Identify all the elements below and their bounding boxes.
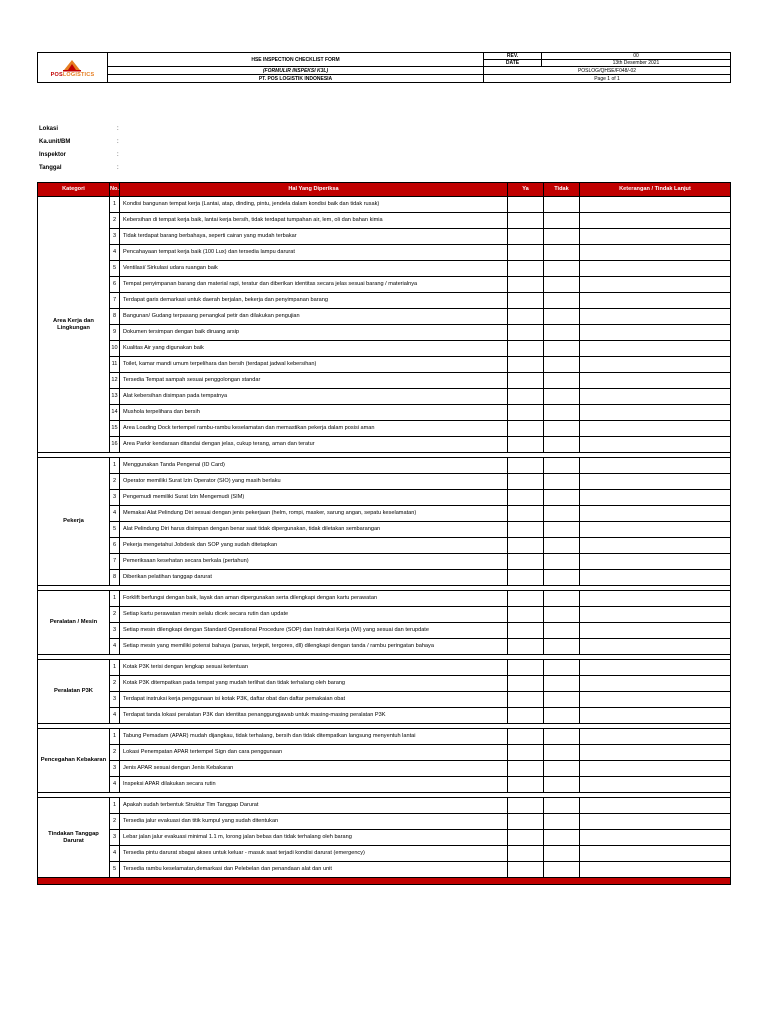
keterangan-cell[interactable] (580, 325, 731, 341)
tidak-check-cell[interactable] (544, 570, 580, 586)
item-number: 2 (110, 213, 120, 229)
ya-check-cell[interactable] (508, 814, 544, 830)
keterangan-cell[interactable] (580, 814, 731, 830)
item-text: Setiap mesin dilengkapi dengan Standard Operational Procedure (SOP) dan Instruksi Kerja (WI) yang sesuai dan terupdate (120, 623, 508, 639)
table-row (38, 570, 731, 586)
keterangan-cell[interactable] (580, 522, 731, 538)
item-text: Tersedia jalur evakuasi dan titik kumpul yang sudah ditentukan (120, 814, 508, 830)
keterangan-cell[interactable] (580, 213, 731, 229)
keterangan-cell[interactable] (580, 639, 731, 655)
category-cell: Pencegahan Kebakaran (38, 729, 110, 793)
category-cell: Pekerja (38, 458, 110, 586)
tidak-check-cell[interactable] (544, 522, 580, 538)
tidak-check-cell[interactable] (544, 229, 580, 245)
tanggal-label: Tanggal (39, 165, 62, 171)
keterangan-cell[interactable] (580, 554, 731, 570)
table-row (38, 197, 731, 213)
rev-label: REV. (484, 53, 542, 60)
keterangan-cell[interactable] (580, 245, 731, 261)
ya-check-cell[interactable] (508, 229, 544, 245)
item-text: Kebersihan di tempat kerja baik, lantai kerja bersih, tidak terdapat tumpahan air, lem, oli dan bahan kimia (120, 213, 508, 229)
col-ya: Ya (508, 183, 544, 197)
item-text: Diberikan pelatihan tanggap darurat (120, 570, 508, 586)
item-number: 4 (110, 846, 120, 862)
item-text: Kondisi bangunan tempat kerja (Lantai, atap, dinding, pintu, jendela dalam kondisi baik dan tidak rusak) (120, 197, 508, 213)
table-row (38, 277, 731, 293)
ya-check-cell[interactable] (508, 437, 544, 453)
keterangan-cell[interactable] (580, 570, 731, 586)
tidak-check-cell[interactable] (544, 761, 580, 777)
table-footer-bar (38, 878, 731, 885)
item-text: Kotak P3K ditempatkan pada tempat yang mudah terlihat dan tidak terhalang oleh barang (120, 676, 508, 692)
ya-check-cell[interactable] (508, 745, 544, 761)
item-number: 4 (110, 245, 120, 261)
item-number: 2 (110, 607, 120, 623)
table-row (38, 309, 731, 325)
item-number: 16 (110, 437, 120, 453)
checklist-table (37, 182, 731, 885)
item-text: Tersedia pintu darurat sbagai akses untuk keluar - masuk saat terjadi kondisi darurat (emergency) (120, 846, 508, 862)
table-row (38, 229, 731, 245)
table-row (38, 554, 731, 570)
tidak-check-cell[interactable] (544, 341, 580, 357)
keterangan-cell[interactable] (580, 405, 731, 421)
table-body (38, 197, 731, 885)
ya-check-cell[interactable] (508, 325, 544, 341)
tidak-check-cell[interactable] (544, 458, 580, 474)
keterangan-cell[interactable] (580, 458, 731, 474)
company-name: PT. POS LOGISTIK INDONESIA (108, 75, 484, 83)
ya-check-cell[interactable] (508, 639, 544, 655)
keterangan-cell[interactable] (580, 623, 731, 639)
ya-check-cell[interactable] (508, 591, 544, 607)
table-row (38, 761, 731, 777)
item-number: 11 (110, 357, 120, 373)
item-number: 3 (110, 761, 120, 777)
item-text: Pekerja mengetahui Jobdesk dan SOP yang sudah ditetapkan (120, 538, 508, 554)
pos-logo-icon (62, 58, 82, 72)
item-number: 10 (110, 341, 120, 357)
keterangan-cell[interactable] (580, 277, 731, 293)
keterangan-cell[interactable] (580, 729, 731, 745)
item-text: Pengemudi memiliki Surat Izin Mengemudi (SIM) (120, 490, 508, 506)
item-text: Terdapat tanda lokasi peralatan P3K dan identitas penanggungjawab untuk masing-masing peralatan P3K (120, 708, 508, 724)
footer-bar-cell (38, 878, 731, 885)
col-keterangan: Keterangan / Tindak Lanjut (580, 183, 731, 197)
table-row (38, 245, 731, 261)
tidak-check-cell[interactable] (544, 798, 580, 814)
ya-check-cell[interactable] (508, 676, 544, 692)
keterangan-cell[interactable] (580, 761, 731, 777)
item-number: 6 (110, 538, 120, 554)
ya-check-cell[interactable] (508, 623, 544, 639)
tidak-check-cell[interactable] (544, 389, 580, 405)
table-row (38, 437, 731, 453)
item-text: Terdapat instruksi kerja penggunaan isi kotak P3K, daftar obat dan daftar pemakaian obat (120, 692, 508, 708)
item-text: Setiap kartu perawatan mesin selalu dicek secara rutin dan update (120, 607, 508, 623)
ya-check-cell[interactable] (508, 405, 544, 421)
item-text: Jenis APAR sesuai dengan Jenis Kebakaran (120, 761, 508, 777)
table-row (38, 729, 731, 745)
item-text: Memakai Alat Pelindung Diri sesuai dengan jenis pekerjaan (helm, rompi, masker, sarung angan, sepatu keselamatan) (120, 506, 508, 522)
category-cell: Tindakan Tanggap Darurat (38, 798, 110, 878)
item-number: 2 (110, 745, 120, 761)
form-title: HSE INSPECTION CHECKLIST FORM (108, 53, 484, 67)
table-row (38, 389, 731, 405)
item-text: Mushola terpelihara dan bersih (120, 405, 508, 421)
keterangan-cell[interactable] (580, 708, 731, 724)
item-number: 1 (110, 458, 120, 474)
keterangan-cell[interactable] (580, 745, 731, 761)
ya-check-cell[interactable] (508, 538, 544, 554)
ya-check-cell[interactable] (508, 729, 544, 745)
tidak-check-cell[interactable] (544, 538, 580, 554)
col-kategori: Kategori (38, 183, 110, 197)
item-text: Alat Pelindung Diri harus disimpan dengan benar saat tidak dipergunakan, tidak diletakan sembarangan (120, 522, 508, 538)
item-number: 2 (110, 676, 120, 692)
table-row (38, 522, 731, 538)
item-text: Tempat penyimpanan barang dan material rapi, teratur dan diberikan identitas secara jelas sesuai barang / materialnya (120, 277, 508, 293)
ya-check-cell[interactable] (508, 213, 544, 229)
item-text: Tidak terdapat barang berbahaya, seperti cairan yang mudah terbakar (120, 229, 508, 245)
item-number: 4 (110, 506, 120, 522)
tidak-check-cell[interactable] (544, 421, 580, 437)
tidak-check-cell[interactable] (544, 437, 580, 453)
item-number: 7 (110, 554, 120, 570)
item-text: Tabung Pemadam (APAR) mudah dijangkau, tidak terhalang, bersih dan tidak ditempatkan langsung menyentuh lantai (120, 729, 508, 745)
item-number: 3 (110, 830, 120, 846)
item-text: Tersedia rambu keselamatan,demarkasi dan Pelebelan dan penandaan alat dan unit (120, 862, 508, 878)
item-number: 9 (110, 325, 120, 341)
inspektor-field[interactable]: : (117, 152, 119, 158)
item-number: 5 (110, 522, 120, 538)
ya-check-cell[interactable] (508, 506, 544, 522)
ya-check-cell[interactable] (508, 197, 544, 213)
ya-check-cell[interactable] (508, 830, 544, 846)
ya-check-cell[interactable] (508, 341, 544, 357)
category-cell: Peralatan / Mesin (38, 591, 110, 655)
keterangan-cell[interactable] (580, 506, 731, 522)
keterangan-cell[interactable] (580, 357, 731, 373)
item-text: Area Loading Dock tertempel rambu-rambu keselamatan dan memastikan pekerja dalam posisi aman (120, 421, 508, 437)
item-number: 8 (110, 570, 120, 586)
table-row (38, 814, 731, 830)
item-number: 1 (110, 660, 120, 676)
tidak-check-cell[interactable] (544, 830, 580, 846)
tidak-check-cell[interactable] (544, 745, 580, 761)
item-number: 1 (110, 197, 120, 213)
logo-text-logistics: LOGISTICS (62, 71, 95, 78)
tidak-check-cell[interactable] (544, 692, 580, 708)
item-text: Ventilasi/ Sirkulasi udara ruangan baik (120, 261, 508, 277)
item-text: Pemeriksaan kesehatan secara berkala (pertahun) (120, 554, 508, 570)
date-value: 13th Desember 2021 (542, 60, 731, 67)
table-row (38, 325, 731, 341)
tidak-check-cell[interactable] (544, 676, 580, 692)
item-number: 14 (110, 405, 120, 421)
item-text: Kotak P3K terisi dengan lengkap sesuai ketentuan (120, 660, 508, 676)
keterangan-cell[interactable] (580, 692, 731, 708)
keterangan-cell[interactable] (580, 197, 731, 213)
tidak-check-cell[interactable] (544, 660, 580, 676)
item-number: 15 (110, 421, 120, 437)
keterangan-cell[interactable] (580, 437, 731, 453)
ya-check-cell[interactable] (508, 293, 544, 309)
table-row (38, 708, 731, 724)
item-text: Terdapat garis demarkasi untuk daerah berjalan, bekerja dan penyimpanan barang (120, 293, 508, 309)
item-number: 13 (110, 389, 120, 405)
tidak-check-cell[interactable] (544, 591, 580, 607)
table-row (38, 261, 731, 277)
tidak-check-cell[interactable] (544, 777, 580, 793)
item-text: Tersedia Tempat sampah sesuai penggolongan standar (120, 373, 508, 389)
item-number: 3 (110, 623, 120, 639)
keterangan-cell[interactable] (580, 421, 731, 437)
ya-check-cell[interactable] (508, 458, 544, 474)
ya-check-cell[interactable] (508, 554, 544, 570)
keterangan-cell[interactable] (580, 798, 731, 814)
table-row (38, 591, 731, 607)
tidak-check-cell[interactable] (544, 325, 580, 341)
table-row (38, 373, 731, 389)
ya-check-cell[interactable] (508, 261, 544, 277)
doc-code: POSLOG/QHSE/F048/-02 (484, 67, 731, 75)
ya-check-cell[interactable] (508, 570, 544, 586)
tanggal-field[interactable]: : (117, 165, 119, 171)
table-row (38, 506, 731, 522)
item-text: Operator memiliki Surat Izin Operator (SIO) yang masih berlaku (120, 474, 508, 490)
keterangan-cell[interactable] (580, 293, 731, 309)
table-row (38, 538, 731, 554)
keterangan-cell[interactable] (580, 341, 731, 357)
table-row (38, 607, 731, 623)
tidak-check-cell[interactable] (544, 197, 580, 213)
table-row (38, 798, 731, 814)
keterangan-cell[interactable] (580, 846, 731, 862)
keterangan-cell[interactable] (580, 309, 731, 325)
table-row (38, 293, 731, 309)
ya-check-cell[interactable] (508, 373, 544, 389)
item-text: Kualitas Air yang digunakan baik (120, 341, 508, 357)
table-row (38, 777, 731, 793)
ya-check-cell[interactable] (508, 798, 544, 814)
inspektor-label: Inspektor (39, 152, 67, 158)
ya-check-cell[interactable] (508, 277, 544, 293)
ya-check-cell[interactable] (508, 309, 544, 325)
tidak-check-cell[interactable] (544, 639, 580, 655)
item-number: 2 (110, 474, 120, 490)
company-logo (51, 58, 95, 78)
ya-check-cell[interactable] (508, 522, 544, 538)
table-row (38, 639, 731, 655)
table-row (38, 405, 731, 421)
keterangan-cell[interactable] (580, 373, 731, 389)
form-header (37, 52, 731, 83)
col-no: No. (110, 183, 120, 197)
table-row (38, 474, 731, 490)
table-row (38, 213, 731, 229)
item-number: 6 (110, 277, 120, 293)
table-header-row (38, 183, 731, 197)
tidak-check-cell[interactable] (544, 814, 580, 830)
ya-check-cell[interactable] (508, 245, 544, 261)
keterangan-cell[interactable] (580, 229, 731, 245)
table-row (38, 458, 731, 474)
item-number: 4 (110, 708, 120, 724)
tidak-check-cell[interactable] (544, 623, 580, 639)
inspection-info (37, 83, 730, 171)
table-row (38, 692, 731, 708)
item-text: Dokumen tersimpan dengan baik diruang arsip (120, 325, 508, 341)
item-number: 3 (110, 229, 120, 245)
item-text: Toilet, kamar mandi umum terpelihara dan bersih (terdapat jadwal kebersihan) (120, 357, 508, 373)
table-row (38, 745, 731, 761)
ya-check-cell[interactable] (508, 708, 544, 724)
keterangan-cell[interactable] (580, 777, 731, 793)
item-number: 1 (110, 591, 120, 607)
item-number: 1 (110, 729, 120, 745)
keterangan-cell[interactable] (580, 591, 731, 607)
tidak-check-cell[interactable] (544, 357, 580, 373)
form-subtitle: (FORMULIR INSPEKSI K3L) (108, 67, 484, 75)
ya-check-cell[interactable] (508, 846, 544, 862)
tidak-check-cell[interactable] (544, 729, 580, 745)
page-number: Page 1 of 1 (484, 75, 731, 83)
tidak-check-cell[interactable] (544, 373, 580, 389)
table-row (38, 676, 731, 692)
keterangan-cell[interactable] (580, 538, 731, 554)
table-row (38, 862, 731, 878)
tidak-check-cell[interactable] (544, 309, 580, 325)
tidak-check-cell[interactable] (544, 261, 580, 277)
table-row (38, 623, 731, 639)
item-number: 3 (110, 490, 120, 506)
tidak-check-cell[interactable] (544, 490, 580, 506)
rev-value: 00 (542, 53, 731, 60)
item-text: Lebar jalan jalur evakuasi minimal 1.1 m, lorong jalan bebas dan tidak terhalang oleh barang (120, 830, 508, 846)
item-text: Menggunakan Tanda Pengenal (ID Card) (120, 458, 508, 474)
table-row (38, 357, 731, 373)
keterangan-cell[interactable] (580, 862, 731, 878)
keterangan-cell[interactable] (580, 607, 731, 623)
table-row (38, 846, 731, 862)
item-number: 4 (110, 777, 120, 793)
tidak-check-cell[interactable] (544, 293, 580, 309)
keterangan-cell[interactable] (580, 490, 731, 506)
ya-check-cell[interactable] (508, 389, 544, 405)
tidak-check-cell[interactable] (544, 277, 580, 293)
ya-check-cell[interactable] (508, 761, 544, 777)
item-number: 3 (110, 692, 120, 708)
item-number: 5 (110, 261, 120, 277)
tidak-check-cell[interactable] (544, 554, 580, 570)
ya-check-cell[interactable] (508, 777, 544, 793)
ya-check-cell[interactable] (508, 660, 544, 676)
ya-check-cell[interactable] (508, 692, 544, 708)
item-text: Bangunan/ Gudang terpasang penangkal petir dan dilakukan pengujian (120, 309, 508, 325)
item-text: Area Parkir kendaraan ditandai dengan jelas, cukup terang, aman dan teratur (120, 437, 508, 453)
ya-check-cell[interactable] (508, 607, 544, 623)
tidak-check-cell[interactable] (544, 405, 580, 421)
item-text: Forklift berfungsi dengan baik, layak dan aman dipergunakan serta dilengkapi dengan kartu perawatan (120, 591, 508, 607)
category-cell: Area Kerja dan Lingkungan (38, 197, 110, 453)
tidak-check-cell[interactable] (544, 506, 580, 522)
tidak-check-cell[interactable] (544, 862, 580, 878)
date-label: DATE (484, 60, 542, 67)
ya-check-cell[interactable] (508, 421, 544, 437)
keterangan-cell[interactable] (580, 830, 731, 846)
table-row (38, 421, 731, 437)
tidak-check-cell[interactable] (544, 213, 580, 229)
table-row (38, 830, 731, 846)
table-row (38, 660, 731, 676)
col-tidak: Tidak (544, 183, 580, 197)
item-number: 7 (110, 293, 120, 309)
item-number: 12 (110, 373, 120, 389)
table-row (38, 341, 731, 357)
item-number: 4 (110, 639, 120, 655)
item-text: Apakah sudah terbentuk Struktur Tim Tanggap Darurat (120, 798, 508, 814)
keterangan-cell[interactable] (580, 474, 731, 490)
ya-check-cell[interactable] (508, 357, 544, 373)
ya-check-cell[interactable] (508, 490, 544, 506)
ya-check-cell[interactable] (508, 474, 544, 490)
item-number: 2 (110, 814, 120, 830)
item-number: 8 (110, 309, 120, 325)
logo-text-pos: POS (50, 71, 63, 78)
item-text: Inspeksi APAR dilakukan secara rutin (120, 777, 508, 793)
table-row (38, 490, 731, 506)
logo-cell (38, 53, 108, 83)
item-number: 1 (110, 798, 120, 814)
lokasi-label: Lokasi (39, 126, 59, 132)
item-text: Setiap mesin yang memiliki potensi bahaya (panas, terjepit, tergores, dll) dilengkapi dengan tanda / rambu peringatan bahaya (120, 639, 508, 655)
checklist-sheet (37, 52, 730, 885)
item-text: Alat kebersihan disimpan pada tempatnya (120, 389, 508, 405)
keterangan-cell[interactable] (580, 261, 731, 277)
kaunit-field[interactable]: : (117, 139, 119, 145)
tidak-check-cell[interactable] (544, 708, 580, 724)
col-hal: Hal Yang Diperiksa (120, 183, 508, 197)
ya-check-cell[interactable] (508, 862, 544, 878)
item-text: Lokasi Penempatan APAR tertempel Sign dan cara penggunaan (120, 745, 508, 761)
tidak-check-cell[interactable] (544, 474, 580, 490)
tidak-check-cell[interactable] (544, 607, 580, 623)
kaunit-label: Ka.unit/BM (39, 139, 71, 145)
keterangan-cell[interactable] (580, 389, 731, 405)
item-text: Pencahayaan tempat kerja baik (100 Lux) dan tersedia lampu darurat (120, 245, 508, 261)
tidak-check-cell[interactable] (544, 245, 580, 261)
keterangan-cell[interactable] (580, 676, 731, 692)
item-number: 5 (110, 862, 120, 878)
lokasi-field[interactable]: : (117, 126, 119, 132)
tidak-check-cell[interactable] (544, 846, 580, 862)
category-cell: Peralatan P3K (38, 660, 110, 724)
keterangan-cell[interactable] (580, 660, 731, 676)
